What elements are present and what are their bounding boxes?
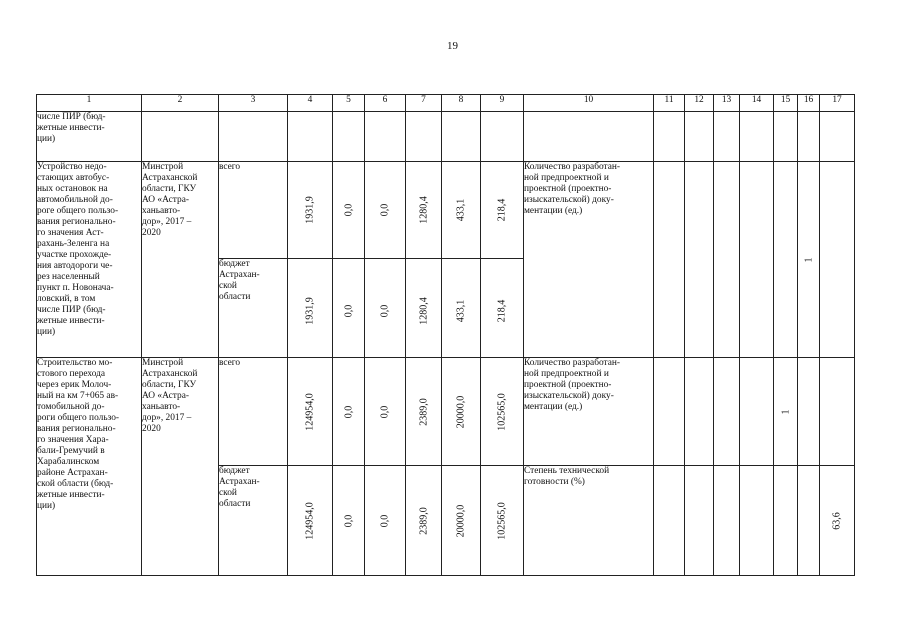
col-header: 7: [406, 95, 442, 112]
cell-indicator: Количество разработан- ной предпроектной и проектной (проектно- изыскательской) доку- ментации (ед.): [524, 358, 654, 466]
col-header: 5: [333, 95, 365, 112]
table-row: [37, 358, 855, 466]
cell-value: 2389,0: [418, 506, 429, 535]
table-row: [37, 162, 855, 259]
page-number: 19: [447, 40, 458, 52]
col-header: 8: [442, 95, 481, 112]
cell-value: 124954,0: [304, 392, 316, 431]
cell-source: всего: [219, 358, 288, 466]
cell-source: бюджет Астрахан- ской области: [219, 466, 288, 576]
cell-value: 218,4: [496, 198, 508, 222]
col-header: 13: [714, 95, 740, 112]
cell-value: 0,0: [343, 405, 354, 418]
cell-value: 0,0: [343, 514, 354, 527]
cell-value: 433,1: [455, 299, 467, 323]
cell-value: 63,6: [831, 511, 843, 530]
cell-executor: Минстрой Астраханской области, ГКУ АО «Астра- ханьавто- дор», 2017 – 2020: [142, 162, 219, 358]
cell-value: 102565,0: [496, 501, 508, 540]
cell-value: 0,0: [379, 304, 391, 318]
cell-indicator: Степень технической готовности (%): [524, 466, 654, 576]
cell-value: 0,0: [343, 304, 354, 318]
cell-value: 1280,4: [418, 297, 429, 325]
cell-value: 0,0: [379, 405, 391, 418]
cell-executor: Минстрой Астраханской области, ГКУ АО «Астра- ханьавто- дор», 2017 – 2020: [142, 358, 219, 576]
cell-value: 218,4: [496, 299, 508, 323]
col-header: 11: [654, 95, 685, 112]
cell-value: 0,0: [343, 203, 354, 217]
cell-value: 1931,9: [304, 297, 316, 325]
cell-value: 1931,9: [304, 196, 316, 224]
cell-indicator: Количество разработан- ной предпроектной и проектной (проектно- изыскательской) доку- ментации (ед.): [524, 162, 654, 358]
col-header: 2: [142, 95, 219, 112]
col-header: 6: [365, 95, 406, 112]
cell-value: 0,0: [379, 203, 391, 217]
col-header: 14: [740, 95, 774, 112]
cell-value: 102565,0: [496, 392, 508, 431]
col-header: 4: [288, 95, 333, 112]
col-header: 1: [37, 95, 142, 112]
header-row: [37, 95, 855, 112]
cell-value: 433,1: [455, 198, 467, 222]
col-header: 17: [820, 95, 855, 112]
cell-value: 20000,0: [455, 395, 467, 428]
cell-name: Устройство недо- стающих автобус- ных остановок на автомобильной до- роге общего пользо- вания регионально- го значения Аст- рахань-Зеленга на участке прохожде- ния автодороги че- рез населенный пункт п. Новонача- ловский, в том числе ПИР (бюд- жетные инвести- ции): [37, 162, 142, 358]
table-row: [37, 112, 855, 162]
cell-source: всего: [219, 162, 288, 259]
col-header: 16: [798, 95, 820, 112]
cell-value: 20000,0: [455, 504, 467, 537]
col-header: 15: [774, 95, 798, 112]
col-header: 10: [524, 95, 654, 112]
cell-name: Строительство мо- стового перехода через ерик Молоч- ный на км 7+065 ав- томобильной до- роги общего пользо- вания регионально- го значения Хара- бали-Гремучий в Харабалинском районе Астрахан- ской области (бюд- жетные инвести- ции): [37, 358, 142, 576]
cell-value: 124954,0: [304, 501, 316, 540]
cell-name: числе ПИР (бюд- жетные инвести- ции): [37, 112, 142, 162]
col-header: 12: [685, 95, 714, 112]
cell-source: бюджет Астрахан- ской области: [219, 259, 288, 358]
cell-value: 1: [780, 409, 791, 414]
cell-value: 0,0: [379, 514, 391, 527]
col-header: 3: [219, 95, 288, 112]
cell-value: 1: [803, 257, 814, 262]
cell-value: 1280,4: [418, 196, 429, 224]
cell-value: 2389,0: [418, 397, 429, 426]
data-table: [36, 94, 855, 576]
col-header: 9: [481, 95, 524, 112]
